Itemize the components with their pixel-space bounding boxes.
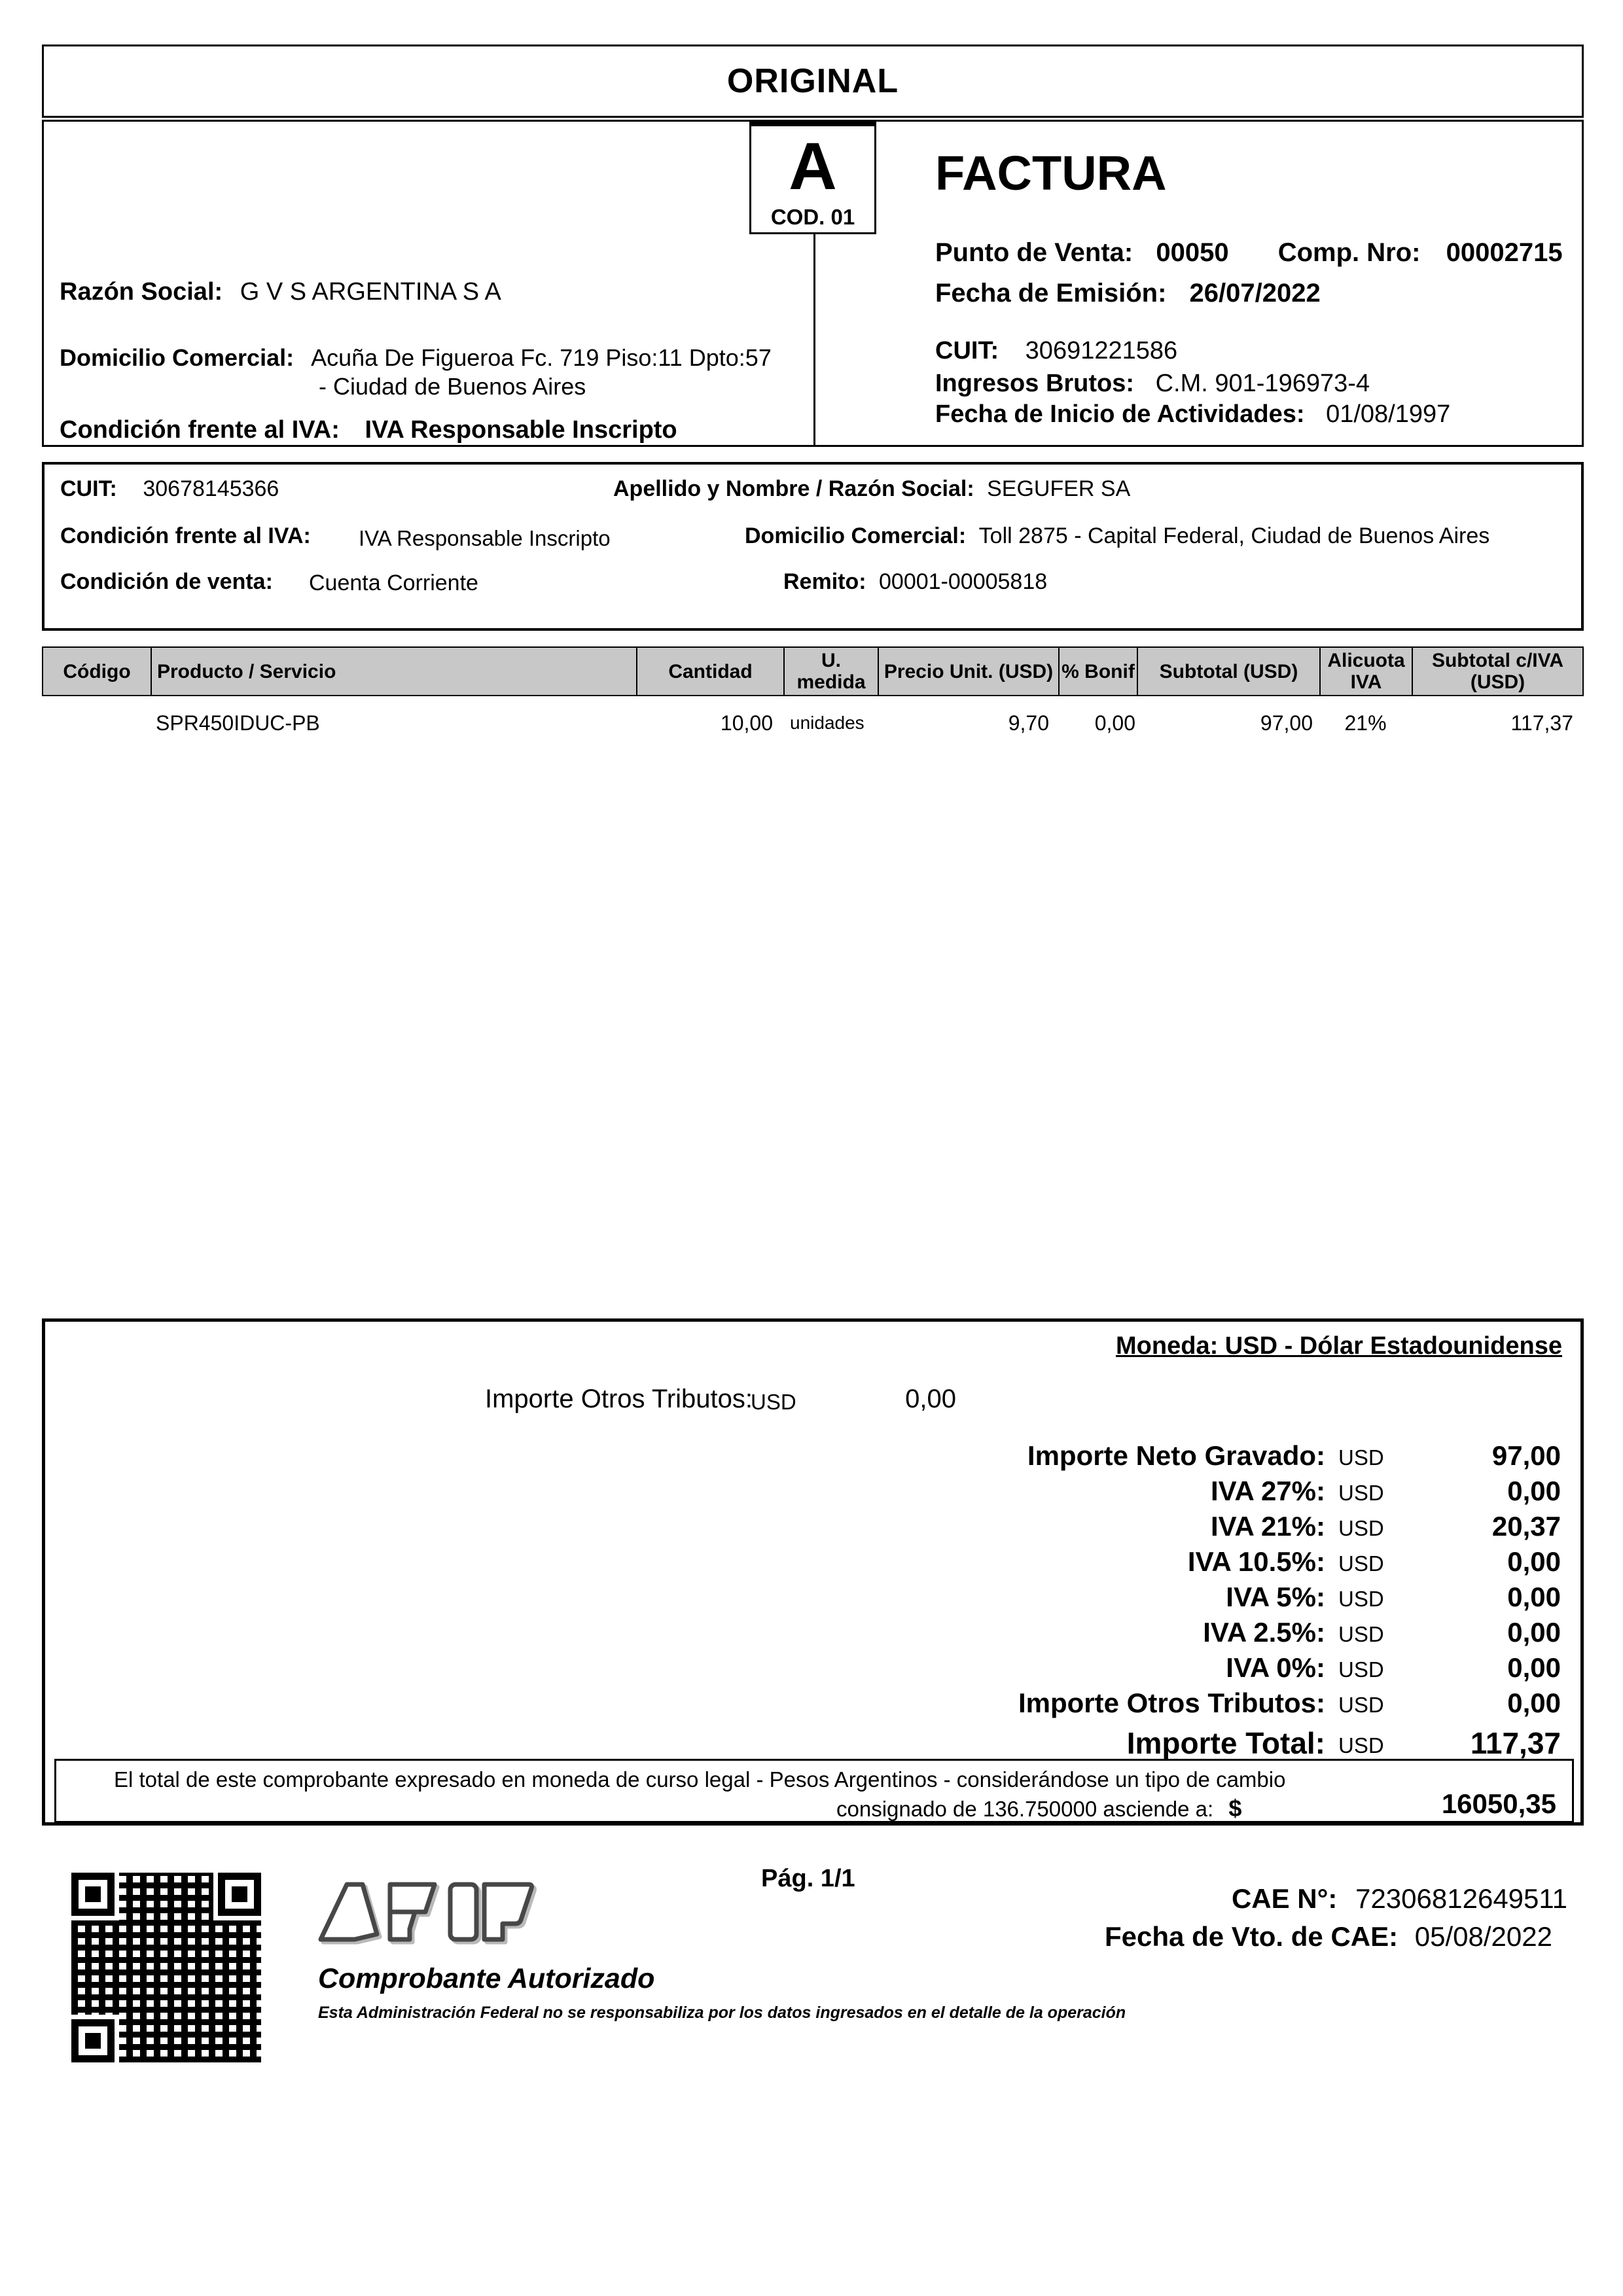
total-row-iva-105	[45, 1546, 1580, 1580]
total-value: 117,37	[1470, 1726, 1561, 1760]
customer-domicilio-label: Domicilio Comercial:	[745, 523, 967, 548]
total-row-otros-tributos	[45, 1687, 1580, 1722]
total-label: Importe Otros Tributos:	[1018, 1687, 1325, 1718]
total-currency: USD	[1338, 1551, 1384, 1576]
cae-vto-value: 05/08/2022	[1414, 1921, 1552, 1952]
emitter-cuit-row	[935, 337, 1177, 365]
punto-venta-label: Punto de Venta:	[935, 238, 1133, 267]
emitter-domicilio-label: Domicilio Comercial:	[60, 344, 294, 371]
exchange-note-line2	[836, 1795, 1241, 1822]
total-row-iva-25	[45, 1617, 1580, 1651]
inicio-actividades-label: Fecha de Inicio de Actividades:	[935, 400, 1305, 428]
qr-finder-icon	[71, 2019, 115, 2062]
cell-subtotal: 97,00	[1260, 711, 1313, 735]
total-label: IVA 0%:	[1226, 1652, 1325, 1683]
customer-condicion-iva-label: Condición frente al IVA:	[60, 523, 311, 548]
total-label: Importe Total:	[1126, 1726, 1325, 1760]
inicio-actividades-value: 01/08/1997	[1326, 400, 1451, 428]
qr-code	[71, 1873, 261, 2062]
total-currency: USD	[1338, 1733, 1384, 1757]
col-header-subtotal: Subtotal (USD)	[1138, 648, 1321, 695]
fecha-emision-label: Fecha de Emisión:	[935, 279, 1167, 308]
items-table-header	[42, 646, 1584, 696]
col-header-bonif: % Bonif	[1060, 648, 1138, 695]
otros-tributos-top-value: 0,00	[905, 1385, 956, 1413]
items-table	[42, 646, 1584, 738]
emitter-condicion-iva-value: IVA Responsable Inscripto	[365, 416, 677, 444]
customer-cuit-row	[60, 476, 279, 502]
total-label: IVA 21%:	[1210, 1511, 1325, 1542]
total-currency: USD	[1338, 1587, 1384, 1611]
qr-finder-icon	[71, 1873, 115, 1916]
cell-subtotal-iva: 117,37	[1510, 711, 1573, 735]
exchange-note-line2-text: consignado de 136.750000 asciende a:	[836, 1797, 1214, 1821]
emitter-domicilio-line1: Acuña De Figueroa Fc. 719 Piso:11 Dpto:57	[311, 344, 772, 371]
customer-domicilio-value: Toll 2875 - Capital Federal, Ciudad de Buenos Aires	[978, 523, 1490, 548]
copy-type-box	[42, 44, 1584, 118]
remito-row	[783, 569, 1047, 595]
emitter-condicion-iva-row	[60, 416, 677, 444]
ingresos-brutos-label: Ingresos Brutos:	[935, 370, 1135, 397]
cae-label: CAE N°:	[1231, 1883, 1338, 1914]
cell-alicuota: 21%	[1344, 711, 1387, 735]
col-header-producto: Producto / Servicio	[152, 648, 637, 695]
col-header-subtotal-iva: Subtotal c/IVA (USD)	[1431, 650, 1564, 693]
customer-condicion-iva-value: IVA Responsable Inscripto	[359, 526, 611, 550]
total-row-iva-21	[45, 1511, 1580, 1545]
afip-logo-icon	[313, 1879, 556, 1945]
table-row	[42, 708, 1584, 738]
emitter-cuit-value: 30691221586	[1025, 337, 1178, 364]
page-number: Pág. 1/1	[761, 1865, 855, 1892]
exchange-total-value: 16050,35	[1441, 1788, 1556, 1819]
total-currency: USD	[1338, 1481, 1384, 1505]
customer-box	[42, 462, 1584, 631]
currency-note: Moneda: USD - Dólar Estadounidense	[1116, 1332, 1562, 1360]
exchange-note-line1: El total de este comprobante expresado en moneda de curso legal - Pesos Argentinos - considerándose un tipo de cambio	[114, 1767, 1286, 1792]
cell-cantidad: 10,00	[720, 711, 773, 735]
comp-nro-label: Comp. Nro:	[1277, 238, 1421, 267]
totals-box	[42, 1318, 1584, 1826]
total-value: 0,00	[1507, 1687, 1561, 1718]
cell-umedida: unidades	[790, 713, 865, 733]
customer-name-row	[613, 476, 1130, 502]
ingresos-brutos-row	[935, 370, 1370, 398]
customer-name-value: SEGUFER SA	[987, 476, 1131, 501]
total-label: IVA 10.5%:	[1187, 1546, 1325, 1577]
col-header-precio: Precio Unit. (USD)	[879, 648, 1060, 695]
customer-cuit-label: CUIT:	[60, 476, 117, 501]
document-title: FACTURA	[935, 146, 1167, 200]
peso-symbol: $	[1228, 1795, 1242, 1822]
cell-producto: SPR450IDUC-PB	[156, 711, 320, 735]
total-row-neto-gravado	[45, 1440, 1580, 1474]
emitter-domicilio-row	[60, 344, 772, 372]
emitter-cuit-label: CUIT:	[935, 337, 999, 364]
invoice-letter-box	[749, 120, 876, 234]
total-row-iva-27	[45, 1475, 1580, 1510]
cell-precio: 9,70	[1008, 711, 1049, 735]
copy-type-label: ORIGINAL	[726, 62, 899, 100]
col-header-alicuota: Alicuota IVA	[1321, 648, 1413, 695]
total-value: 0,00	[1507, 1652, 1561, 1683]
remito-value: 00001-00005818	[879, 569, 1048, 594]
condicion-venta-value: Cuenta Corriente	[309, 571, 478, 595]
punto-venta-row	[935, 238, 1563, 268]
total-value: 0,00	[1507, 1617, 1561, 1648]
customer-domicilio-row	[745, 523, 1489, 549]
fecha-emision-value: 26/07/2022	[1189, 279, 1321, 308]
otros-tributos-top-label: Importe Otros Tributos:	[485, 1385, 753, 1413]
punto-venta-value: 00050	[1156, 238, 1229, 267]
col-header-cantidad: Cantidad	[637, 648, 785, 695]
qr-finder-icon	[218, 1873, 261, 1916]
total-row-iva-5	[45, 1581, 1580, 1616]
total-currency: USD	[1338, 1657, 1384, 1682]
invoice-letter: A	[789, 129, 837, 203]
col-header-codigo: Código	[43, 648, 152, 695]
emitter-domicilio-line2: - Ciudad de Buenos Aires	[319, 373, 586, 400]
total-row-iva-0	[45, 1652, 1580, 1686]
total-value: 0,00	[1507, 1475, 1561, 1506]
total-currency: USD	[1338, 1445, 1384, 1470]
afip-disclaimer: Esta Administración Federal no se responsabiliza por los datos ingresados en el detalle de la operación	[318, 2004, 1126, 2022]
total-label: Importe Neto Gravado:	[1027, 1440, 1325, 1471]
cae-vto-row	[1105, 1921, 1552, 1952]
total-value: 0,00	[1507, 1546, 1561, 1577]
total-currency: USD	[1338, 1622, 1384, 1646]
razon-social-value: G V S ARGENTINA S A	[240, 278, 501, 306]
remito-label: Remito:	[783, 569, 866, 594]
header-vertical-divider	[813, 234, 815, 447]
comp-nro-value: 00002715	[1446, 238, 1563, 267]
authorized-label: Comprobante Autorizado	[318, 1963, 655, 1994]
invoice-header-box	[42, 120, 1584, 447]
cae-row	[1232, 1883, 1567, 1915]
cae-value: 72306812649511	[1355, 1883, 1567, 1914]
col-header-umedida: U. medida	[785, 648, 879, 695]
total-value: 20,37	[1491, 1511, 1561, 1542]
emitter-condicion-iva-label: Condición frente al IVA:	[60, 416, 340, 444]
cae-vto-label: Fecha de Vto. de CAE:	[1105, 1921, 1399, 1952]
total-value: 97,00	[1491, 1440, 1561, 1471]
customer-name-label: Apellido y Nombre / Razón Social:	[613, 476, 974, 501]
ingresos-brutos-value: C.M. 901-196973-4	[1155, 370, 1370, 397]
cell-bonif: 0,00	[1094, 711, 1135, 735]
emitter-razon-social-row	[60, 278, 501, 306]
invoice-letter-code: COD. 01	[770, 205, 855, 229]
total-value: 0,00	[1507, 1581, 1561, 1612]
razon-social-label: Razón Social:	[60, 278, 223, 306]
otros-tributos-top-currency: USD	[751, 1390, 796, 1414]
total-row-importe-total	[45, 1725, 1580, 1759]
exchange-rate-box	[54, 1759, 1574, 1823]
total-currency: USD	[1338, 1693, 1384, 1717]
inicio-actividades-row	[935, 400, 1450, 429]
total-label: IVA 5%:	[1226, 1581, 1325, 1612]
condicion-venta-label: Condición de venta:	[60, 569, 273, 594]
total-label: IVA 2.5%:	[1203, 1617, 1325, 1648]
total-currency: USD	[1338, 1516, 1384, 1540]
customer-cuit-value: 30678145366	[143, 476, 279, 501]
cell-codigo	[42, 708, 151, 738]
fecha-emision-row	[935, 279, 1321, 308]
total-label: IVA 27%:	[1210, 1475, 1325, 1506]
